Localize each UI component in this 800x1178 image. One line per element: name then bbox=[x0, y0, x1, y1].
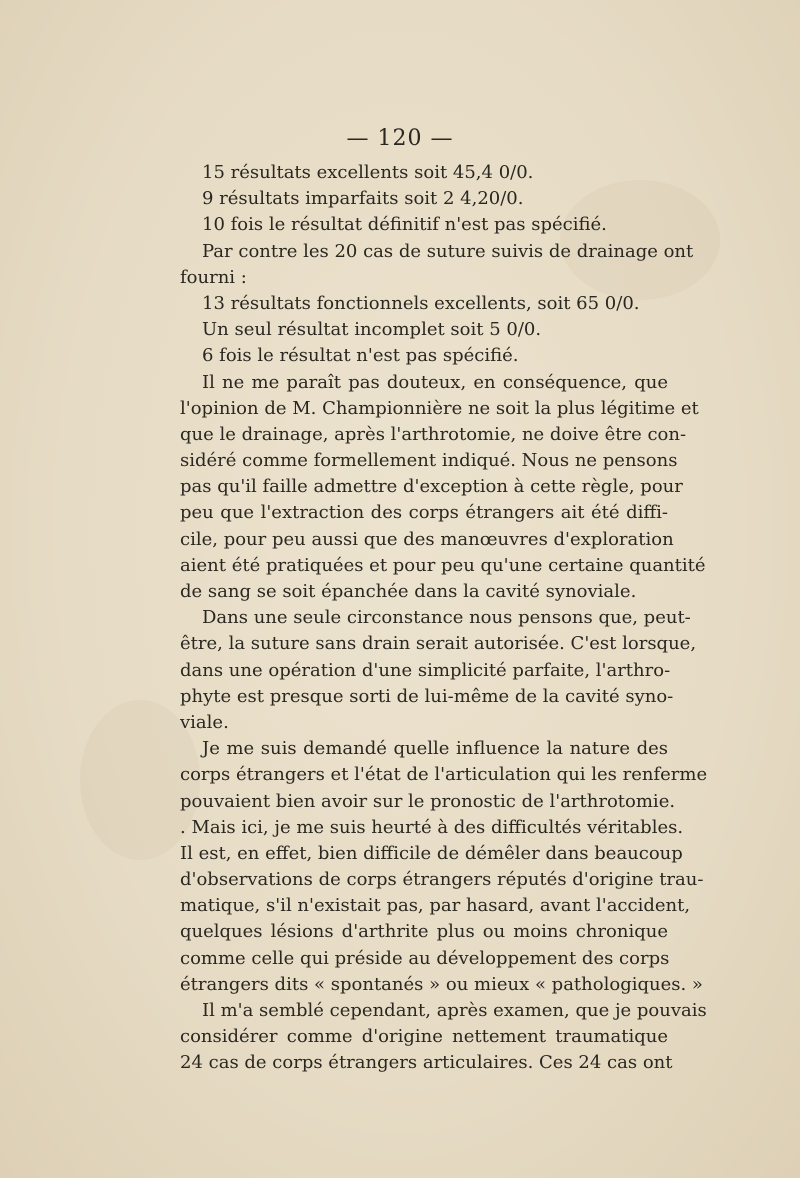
text-line: pas qu'il faille admettre d'exception à cette règle, pour bbox=[180, 476, 683, 498]
text-line: 6 fois le résultat n'est pas spécifié. bbox=[202, 345, 519, 367]
text-line: Par contre les 20 cas de suture suivis de drainage ont bbox=[202, 240, 694, 262]
text-line: de sang se soit épanchée dans la cavité synoviale. bbox=[180, 581, 637, 602]
text-line: peu que l'extraction des corps étrangers ait été diffi- bbox=[180, 502, 668, 524]
text-line: Je me suis demandé quelle influence la nature des bbox=[202, 738, 668, 760]
text-line: 24 cas de corps étrangers articulaires. Ces 24 cas ont bbox=[180, 1052, 673, 1074]
text-line: l'opinion de M. Championnière ne soit la plus légitime et bbox=[180, 397, 699, 419]
text-line: pouvaient bien avoir sur le pronostic de l'arthrotomie. bbox=[180, 790, 676, 812]
text-line: aient été pratiquées et pour peu qu'une certaine quantité bbox=[180, 554, 706, 576]
text-line: Un seul résultat incomplet soit 5 0/0. bbox=[202, 319, 542, 341]
text-line: matique, s'il n'existait pas, par hasard, avant l'accident, bbox=[180, 895, 691, 917]
text-line: que le drainage, après l'arthrotomie, ne doive être con- bbox=[180, 423, 687, 445]
text-line: . Mais ici, je me suis heurté à des difficultés véritables. bbox=[180, 816, 684, 838]
text-line: étrangers dits « spontanés » ou mieux « pathologiques. » bbox=[180, 973, 703, 995]
text-line: phyte est presque sorti de lui-même de la cavité syno- bbox=[180, 685, 674, 707]
body-text bbox=[180, 160, 708, 1077]
text-line: considérer comme d'origine nettement traumatique bbox=[180, 1026, 668, 1048]
text-line: viale. bbox=[180, 711, 229, 733]
text-line: cile, pour peu aussi que des manœuvres d'exploration bbox=[180, 528, 674, 550]
text-line: quelques lésions d'arthrite plus ou moins chronique bbox=[180, 921, 668, 943]
text-line: sidéré comme formellement indiqué. Nous ne pensons bbox=[180, 450, 678, 472]
text-line: comme celle qui préside au développement des corps bbox=[180, 947, 670, 969]
text-line: Il ne me paraît pas douteux, en conséquence, que bbox=[202, 371, 668, 393]
text-line: fourni : bbox=[180, 266, 247, 288]
text-line: être, la suture sans drain serait autorisée. C'est lorsque, bbox=[180, 633, 697, 655]
text-line: d'observations de corps étrangers réputés d'origine trau- bbox=[180, 869, 704, 891]
text-line: corps étrangers et l'état de l'articulation qui les renferme bbox=[180, 764, 708, 786]
text-line: 9 résultats imparfaits soit 2 4,20/0. bbox=[202, 188, 524, 210]
text-line: 15 résultats excellents soit 45,4 0/0. bbox=[202, 162, 534, 183]
text-line: Il est, en effet, bien difficile de démêler dans beaucoup bbox=[180, 842, 683, 864]
text-line: 13 résultats fonctionnels excellents, soit 65 0/0. bbox=[202, 292, 640, 314]
text-line: dans une opération d'une simplicité parfaite, l'arthro- bbox=[180, 659, 671, 681]
text-line: Dans une seule circonstance nous pensons que, peut- bbox=[202, 607, 691, 629]
text-line: Il m'a semblé cependant, après examen, que je pouvais bbox=[202, 1000, 707, 1021]
page-number: — 120 — bbox=[346, 126, 454, 151]
text-line: 10 fois le résultat définitif n'est pas spécifié. bbox=[202, 214, 607, 236]
